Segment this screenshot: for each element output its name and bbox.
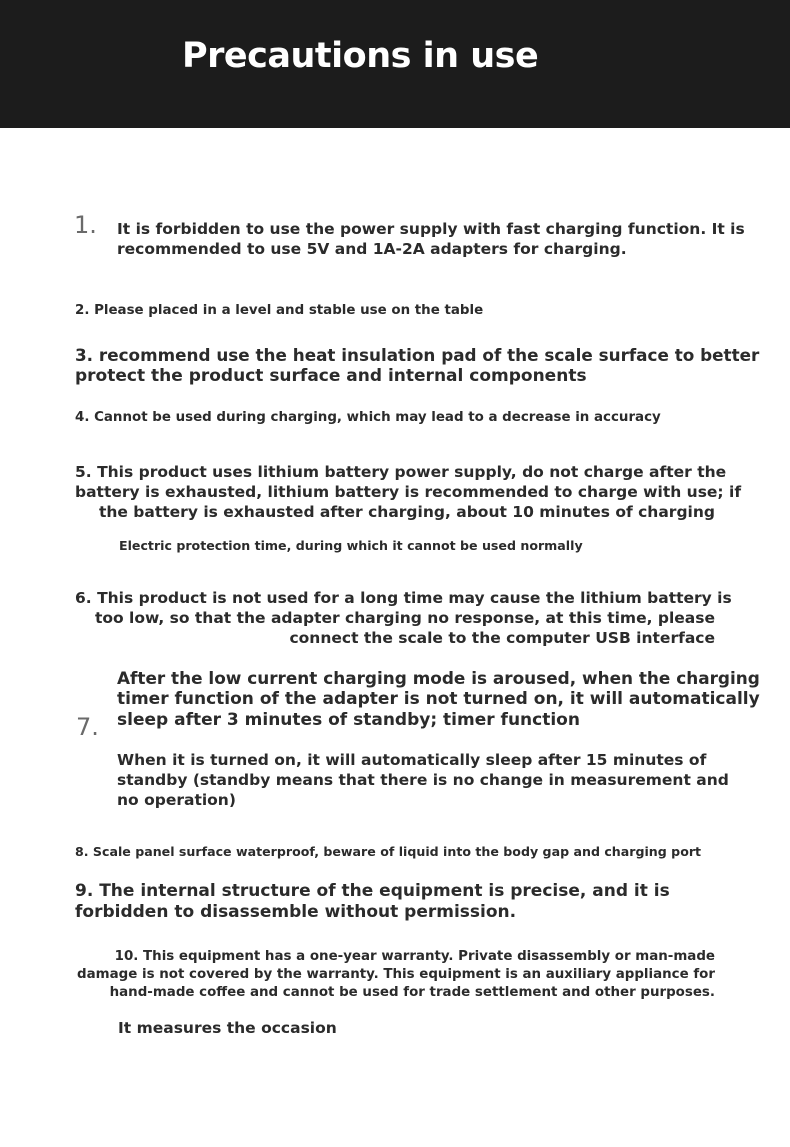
- item-3-line: 3. recommend use the heat insulation pad of the scale surface to better: [75, 345, 760, 365]
- item-2-text: [75, 302, 483, 320]
- item-3-line: protect the product surface and internal components: [75, 366, 587, 386]
- item-10-note: [118, 1018, 337, 1038]
- item-7-line: no operation): [117, 791, 236, 809]
- item-3-text: [75, 345, 759, 387]
- item-9-line: forbidden to disassemble without permission.: [75, 902, 517, 922]
- header-banner: [0, 0, 790, 128]
- page-title: Precautions in use: [182, 36, 539, 76]
- item-10-line: hand-made coffee and cannot be used for trade settlement and other purposes.: [109, 985, 715, 1000]
- item-7-para1: [117, 668, 760, 731]
- item-8-line: 8. Scale panel surface waterproof, beware of liquid into the body gap and charging port: [75, 844, 702, 859]
- item-5-line: 5. This product uses lithium battery power supply, do not charge after the: [75, 463, 727, 481]
- item-10-note-line: It measures the occasion: [118, 1019, 337, 1037]
- item-9-line: 9. The internal structure of the equipment is precise, and it is: [75, 881, 670, 901]
- item-6-line: connect the scale to the computer USB interface: [289, 629, 715, 647]
- item-7-line: sleep after 3 minutes of standby; timer function: [117, 710, 580, 730]
- item-5-text: [75, 462, 742, 522]
- item-5-line: battery is exhausted, lithium battery is recommended to charge with use; if: [75, 483, 742, 501]
- item-4-line: 4. Cannot be used during charging, which may lead to a decrease in accuracy: [75, 410, 661, 425]
- item-5-note: [119, 537, 583, 555]
- item-4-text: [75, 409, 661, 427]
- item-7-para2: [117, 750, 729, 810]
- item-6-line: too low, so that the adapter charging no response, at this time, please: [94, 609, 715, 627]
- item-10-line: damage is not covered by the warranty. This equipment is an auxiliary appliance for: [77, 967, 715, 982]
- item-1-line: It is forbidden to use the power supply with fast charging function. It is: [117, 220, 745, 238]
- item-2-line: 2. Please placed in a level and stable use on the table: [75, 303, 484, 318]
- item-8-text: [75, 843, 701, 861]
- item-7-line: timer function of the adapter is not turned on, it will automatically: [117, 689, 760, 709]
- item-5-note-line: Electric protection time, during which it cannot be used normally: [119, 538, 583, 553]
- item-10-line: 10. This equipment has a one-year warranty. Private disassembly or man-made: [114, 949, 715, 964]
- item-7-line: standby (standby means that there is no change in measurement and: [117, 771, 729, 789]
- item-1-text: [117, 219, 745, 259]
- item-1-line: recommended to use 5V and 1A-2A adapters for charging.: [117, 240, 627, 258]
- item-7-number: 7.: [76, 713, 99, 741]
- item-9-text: [75, 881, 670, 923]
- item-7-line: When it is turned on, it will automatically sleep after 15 minutes of: [117, 751, 707, 769]
- item-6-line: 6. This product is not used for a long time may cause the lithium battery is: [75, 589, 732, 607]
- item-7-line: After the low current charging mode is aroused, when the charging: [117, 668, 760, 688]
- item-10-text: [75, 948, 715, 1002]
- item-1-number: 1.: [74, 211, 97, 239]
- item-5-line: the battery is exhausted after charging, about 10 minutes of charging: [98, 503, 715, 521]
- item-6-text: [75, 588, 732, 648]
